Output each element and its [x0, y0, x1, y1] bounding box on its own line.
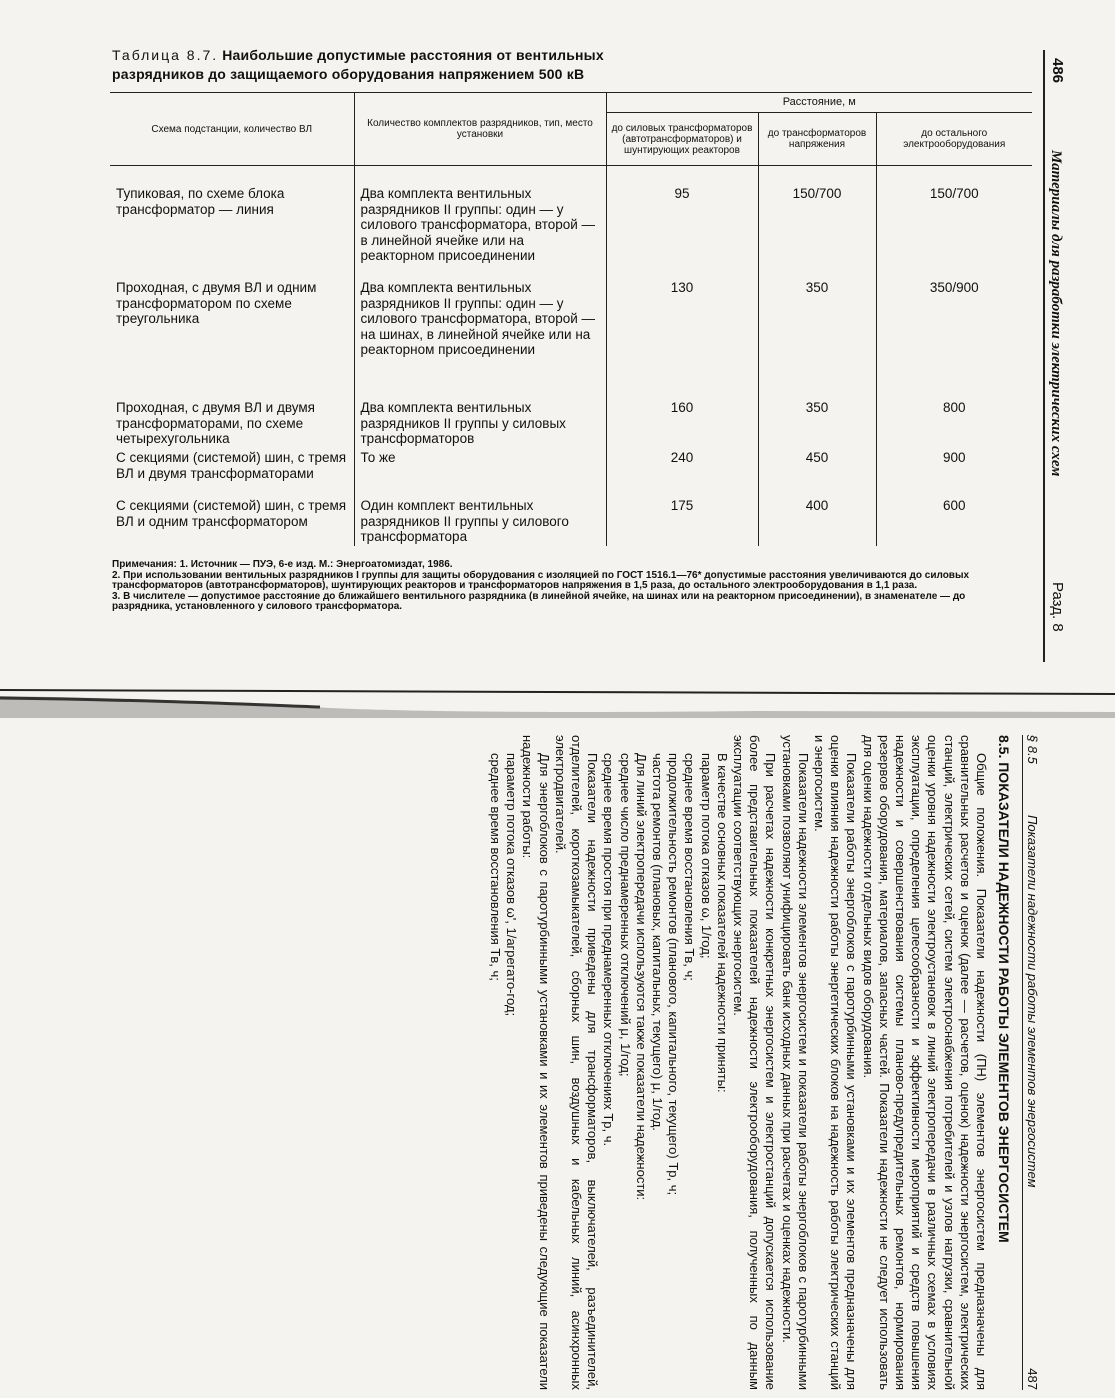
- cell-d2: 150/700: [758, 166, 876, 279]
- paragraph: В качестве основных показателей надежности приняты:: [714, 753, 730, 1093]
- distance-table: [110, 92, 1032, 546]
- upper-page: [0, 0, 1115, 670]
- table-title: Таблица 8.7. Наибольшие допустимые расстояния от вентильных разрядников до защищаемого оборудования напряжением 500 кВ: [112, 47, 604, 82]
- cell-d1: 175: [606, 498, 758, 546]
- note-1: Примечания: 1. Источник — ПУЭ, 6-е изд. М.: Энергоатомиздат, 1986.: [112, 559, 453, 570]
- list-item: среднее число преднамеренных отключений μ, 1/год;: [617, 753, 633, 1077]
- page-number: 486: [1049, 58, 1066, 84]
- sub-header-vt: до трансформаторов напряжения: [758, 113, 876, 166]
- list-item: среднее время восстановления Tв, ч;: [487, 753, 503, 981]
- sub-header-transformers: до силовых трансформаторов (автотрансформаторов) и шунтирующих реакторов: [606, 113, 758, 166]
- cell-scheme: Тупиковая, по схеме блока трансформатор — линия: [116, 186, 285, 217]
- note-2: 2. При использовании вентильных разрядников I группы для защиты оборудования с изоляцией по ГОСТ 1516.1—76* допустимые расстояния увеличиваются до силовых трансформаторов (автотрансформаторов), шунтирующих реакторов и трансформаторов напряжения в 1,5 раза, до остального электрооборудования в 1,1 раза.: [112, 569, 970, 591]
- cell-d1: 130: [606, 278, 758, 398]
- section-marker: Разд. 8: [1049, 582, 1066, 632]
- table-row: [110, 450, 1032, 498]
- section-title: 8.5. ПОКАЗАТЕЛИ НАДЕЖНОСТИ РАБОТЫ ЭЛЕМЕНТОВ ЭНЕРГОСИСТЕМ: [996, 735, 1012, 1243]
- cell-d3: 900: [876, 450, 1032, 498]
- list-item: продолжительность ремонтов (планового, капитального, текущего) Tр, ч;: [666, 753, 682, 1196]
- lower-header: § 8.5 Показатели надежности работы элементов энергосистем 487: [1022, 735, 1040, 1390]
- page-edge: [0, 688, 1115, 718]
- cell-d3: 350/900: [876, 278, 1032, 398]
- running-title: Материалы для разработки электрических схем: [1048, 150, 1064, 477]
- cell-d2: 450: [758, 450, 876, 498]
- cell-scheme: Проходная, с двумя ВЛ и двумя трансформаторами, по схеме четырехугольника: [116, 400, 315, 446]
- distance-header: Расстояние, м: [606, 93, 1032, 113]
- cell-d1: 160: [606, 398, 758, 450]
- list-item: параметр потока отказов ω', 1/агрегато-год;: [504, 753, 520, 1017]
- lower-page: [90, 735, 1040, 1395]
- cell-scheme: С секциями (системой) шин, с тремя ВЛ и одним трансформатором: [116, 498, 347, 529]
- paragraph: Общие положения. Показатели надежности (ПН) элементов энергосистем предназначены для сравнительных расчетов и оценок (далее — расчетов, оценок) надежности энергосистем, электрических станций, электрических сетей, систем электроснабжения потребителей и узлов нагрузки, сравнительной оценки уровня надежности электроустановок в линий электропередачи в различных схемах в условиях эксплуатации, определения целесообразности и эффективности мероприятий и средств повышения надежности и совершенствования системы планово-предупредительных ремонтов, нормирования резервов оборудования, материалов, запасных частей. Показатели надежности не следует использовать для оценки надежности отдельных видов оборудования.: [860, 735, 989, 1390]
- lower-body: [487, 735, 1012, 1390]
- list-item: параметр потока отказов ω, 1/год;: [698, 753, 714, 959]
- cell-d3: 150/700: [876, 166, 1032, 279]
- table-row: [110, 166, 1032, 279]
- cell-d1: 95: [606, 166, 758, 279]
- cell-arresters: Два комплекта вентильных разрядников II группы у силовых трансформаторов: [354, 398, 606, 450]
- cell-arresters: Два комплекта вентильных разрядников II группы: один — у силового трансформатора, второй — в линейной ячейке или на реакторном присоединении: [354, 166, 606, 279]
- table-row: [110, 398, 1032, 450]
- table-row: [110, 278, 1032, 398]
- list-item: частота ремонтов (плановых, капитальных, текущего) μ, 1/год.: [649, 753, 665, 1131]
- cell-scheme: С секциями (системой) шин, с тремя ВЛ и двумя трансформаторами: [116, 450, 347, 481]
- paragraph: Показатели работы энергоблоков с паротурбинными установками и их элементов предназначены для оценки влияния надежности работы энергетических блоков на надежность работы электрических станций и энергосистем.: [811, 735, 860, 1390]
- paragraph: Показатели надежности приведены для трансформаторов, выключателей, разъединителей, отделителей, короткозамыкателей, сборных шин, воздушных и кабельных линий, асинхронных электродвигателей.: [552, 735, 601, 1390]
- paragraph: При расчетах надежности конкретных энергосистем и электростанций допускается использование более представительных показателей надежности электрооборудования, полученных по данным эксплуатации соответствующих энергосистем.: [730, 735, 779, 1390]
- cell-d3: 600: [876, 498, 1032, 546]
- cell-scheme: Проходная, с двумя ВЛ и одним трансформатором по схеме треугольника: [116, 280, 317, 326]
- table-notes: [112, 560, 1017, 613]
- cell-arresters: Два комплекта вентильных разрядников II группы: один — у силового трансформатора, второй — на шинах, в линейной ячейке или на реакторном присоединении: [354, 278, 606, 398]
- note-3: 3. В числителе — допустимое расстояние до ближайшего вентильного разрядника (в линейной ячейке, на шинах или на реакторном присоединении), в знаменателе — до разрядника, установленного у силового трансформатора.: [112, 590, 966, 612]
- cell-d2: 350: [758, 278, 876, 398]
- cell-d3: 800: [876, 398, 1032, 450]
- list-item: среднее время восстановления Tв, ч;: [682, 753, 698, 981]
- col-scheme-header: Схема подстанции, количество ВЛ: [110, 93, 354, 166]
- paragraph: Для энергоблоков с паротурбинными установками и их элементов приведены следующие показатели надежности работы:: [520, 735, 552, 1390]
- cell-arresters: Один комплект вентильных разрядников II группы у силового трансформатора: [354, 498, 606, 546]
- paragraph: Показатели надежности элементов энергосистем и показатели работы энергоблоков с паротурбинными установками позволяют унифицировать банк исходных данных при расчетах и оценках надежности.: [779, 735, 811, 1390]
- cell-arresters: То же: [354, 450, 606, 498]
- paragraph: Для линий электропередачи используются также показатели надежности:: [633, 753, 649, 1201]
- list-item: среднее время простоя при преднамеренных отключениях Tр, ч.: [601, 753, 617, 1147]
- cell-d2: 350: [758, 398, 876, 450]
- margin-rule: [1043, 50, 1045, 662]
- table-row: [110, 498, 1032, 546]
- cell-d1: 240: [606, 450, 758, 498]
- cell-d2: 400: [758, 498, 876, 546]
- sub-header-other: до остального электрооборудования: [876, 113, 1032, 166]
- col-arresters-header: Количество комплектов разрядников, тип, место установки: [354, 93, 606, 166]
